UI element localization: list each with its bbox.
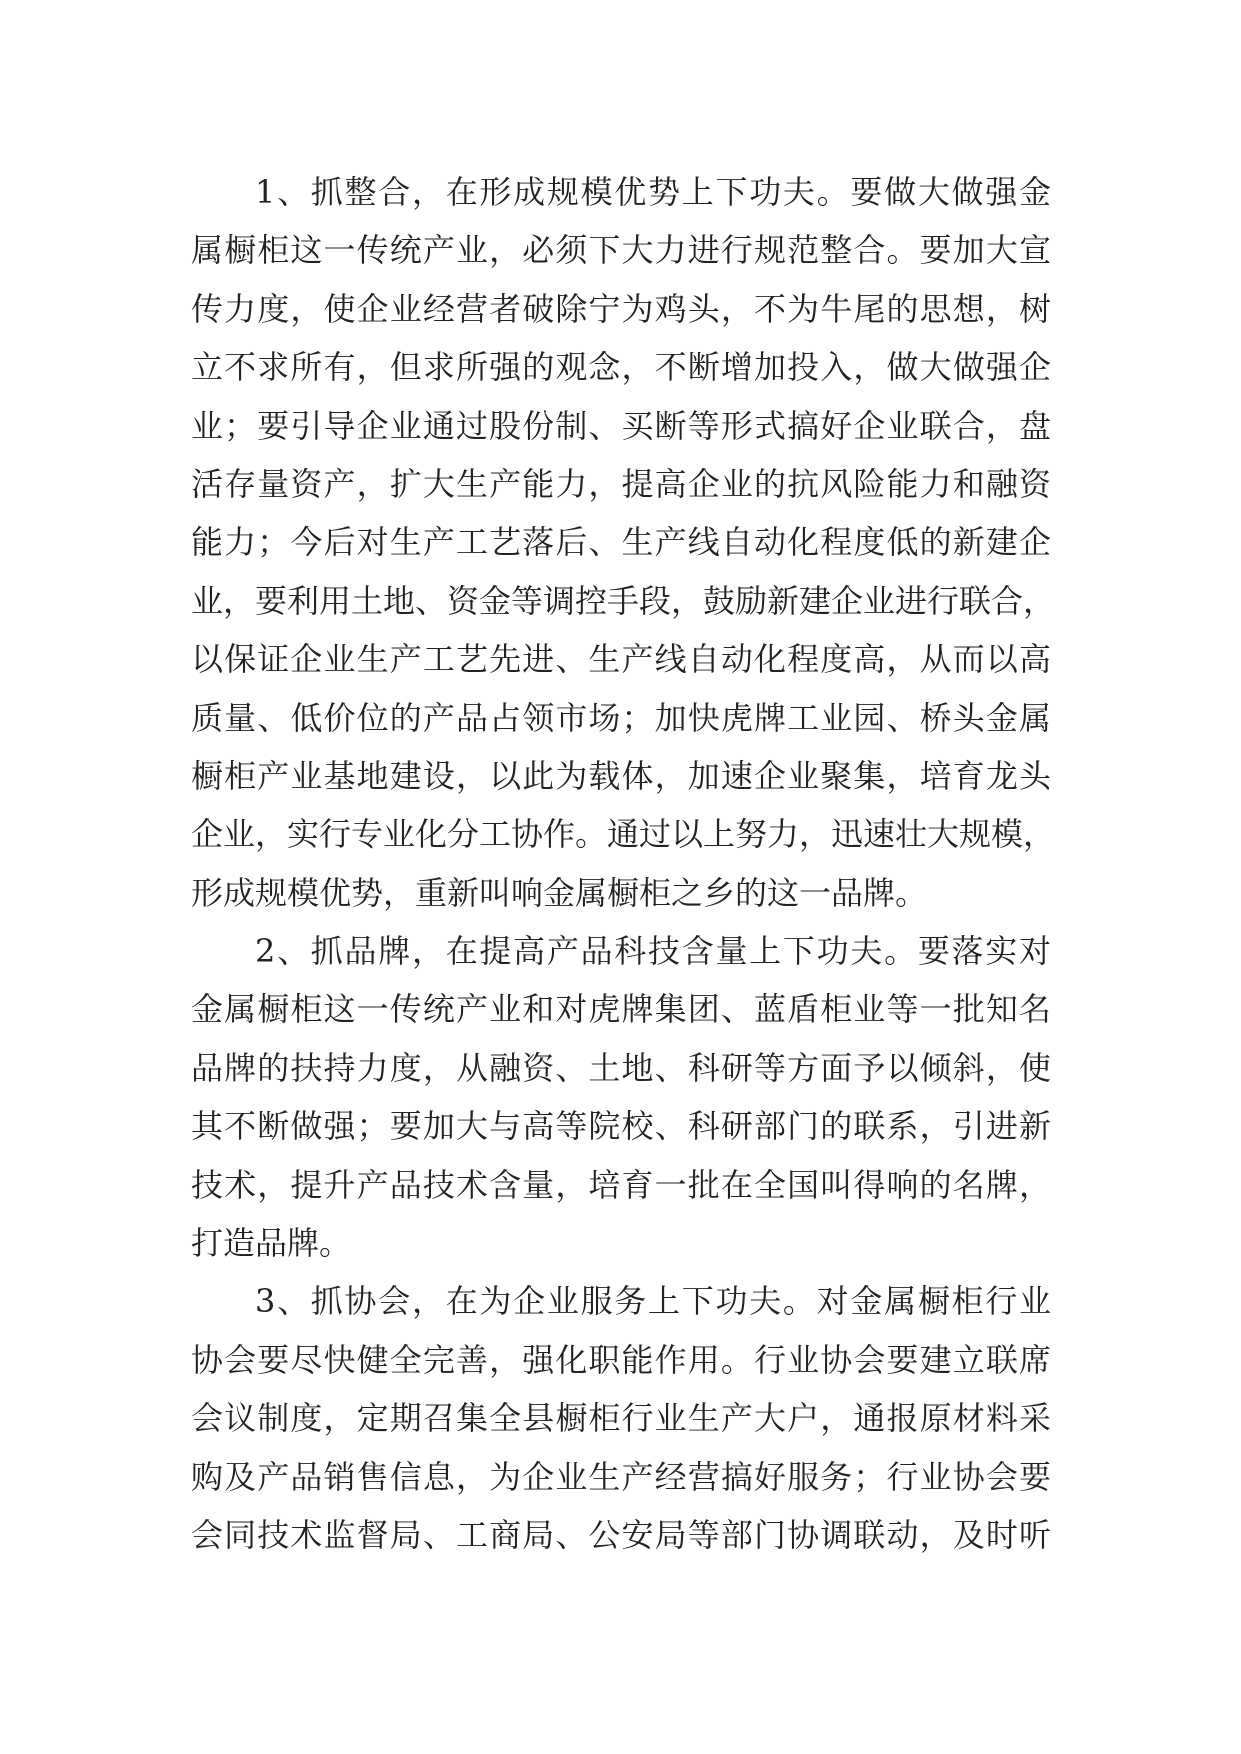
text-line: 品牌的扶持力度，从融资、土地、科研等方面予以倾斜，使 xyxy=(191,1048,1051,1087)
paragraph-1 xyxy=(191,163,1056,922)
text-line: 业，要利用土地、资金等调控手段，鼓励新建企业进行联合， xyxy=(191,581,1056,620)
text-line: 购及产品销售信息，为企业生产经营搞好服务；行业协会要 xyxy=(191,1457,1051,1496)
text-line: 企业，实行专业化分工协作。通过以上努力，迅速壮大规模， xyxy=(191,815,1056,854)
text-line: 质量、低价位的产品占领市场；加快虎牌工业园、桥头金属 xyxy=(191,698,1051,737)
text-line: 2、抓品牌，在提高产品科技含量上下功夫。要落实对 xyxy=(255,932,1051,971)
text-line: 技术，提升产品技术含量，培育一批在全国叫得响的名牌， xyxy=(191,1165,1051,1204)
text-line: 形成规模优势，重新叫响金属橱柜之乡的这一品牌。 xyxy=(191,873,928,912)
text-line: 其不断做强；要加大与高等院校、科研部门的联系，引进新 xyxy=(191,1107,1051,1146)
text-line: 协会要尽快健全完善，强化职能作用。行业协会要建立联席 xyxy=(191,1340,1051,1379)
text-line: 会同技术监督局、工商局、公安局等部门协调联动，及时听 xyxy=(191,1515,1051,1554)
text-line: 活存量资产，扩大生产能力，提高企业的抗风险能力和融资 xyxy=(191,464,1051,503)
text-line: 会议制度，定期召集全县橱柜行业生产大户，通报原材料采 xyxy=(191,1399,1051,1438)
text-line: 业；要引导企业通过股份制、买断等形式搞好企业联合，盘 xyxy=(191,406,1051,445)
text-line: 橱柜产业基地建设，以此为载体，加速企业聚集，培育龙头 xyxy=(191,756,1051,795)
text-line: 金属橱柜这一传统产业和对虎牌集团、蓝盾柜业等一批知名 xyxy=(191,990,1051,1029)
text-line: 3、抓协会，在为企业服务上下功夫。对金属橱柜行业 xyxy=(255,1282,1051,1321)
text-line: 能力；今后对生产工艺落后、生产线自动化程度低的新建企 xyxy=(191,523,1051,562)
text-line: 打造品牌。 xyxy=(191,1224,352,1263)
text-line: 立不求所有，但求所强的观念，不断增加投入，做大做强企 xyxy=(191,348,1051,387)
text-line: 传力度，使企业经营者破除宁为鸡头，不为牛尾的思想，树 xyxy=(191,289,1051,328)
text-line: 属橱柜这一传统产业，必须下大力进行规范整合。要加大宣 xyxy=(191,231,1051,270)
document-body xyxy=(191,163,1056,1564)
paragraph-3 xyxy=(191,1272,1051,1564)
text-line: 以保证企业生产工艺先进、生产线自动化程度高，从而以高 xyxy=(191,640,1051,679)
paragraph-2 xyxy=(191,922,1051,1272)
text-line: 1、抓整合，在形成规模优势上下功夫。要做大做强金 xyxy=(255,173,1051,211)
